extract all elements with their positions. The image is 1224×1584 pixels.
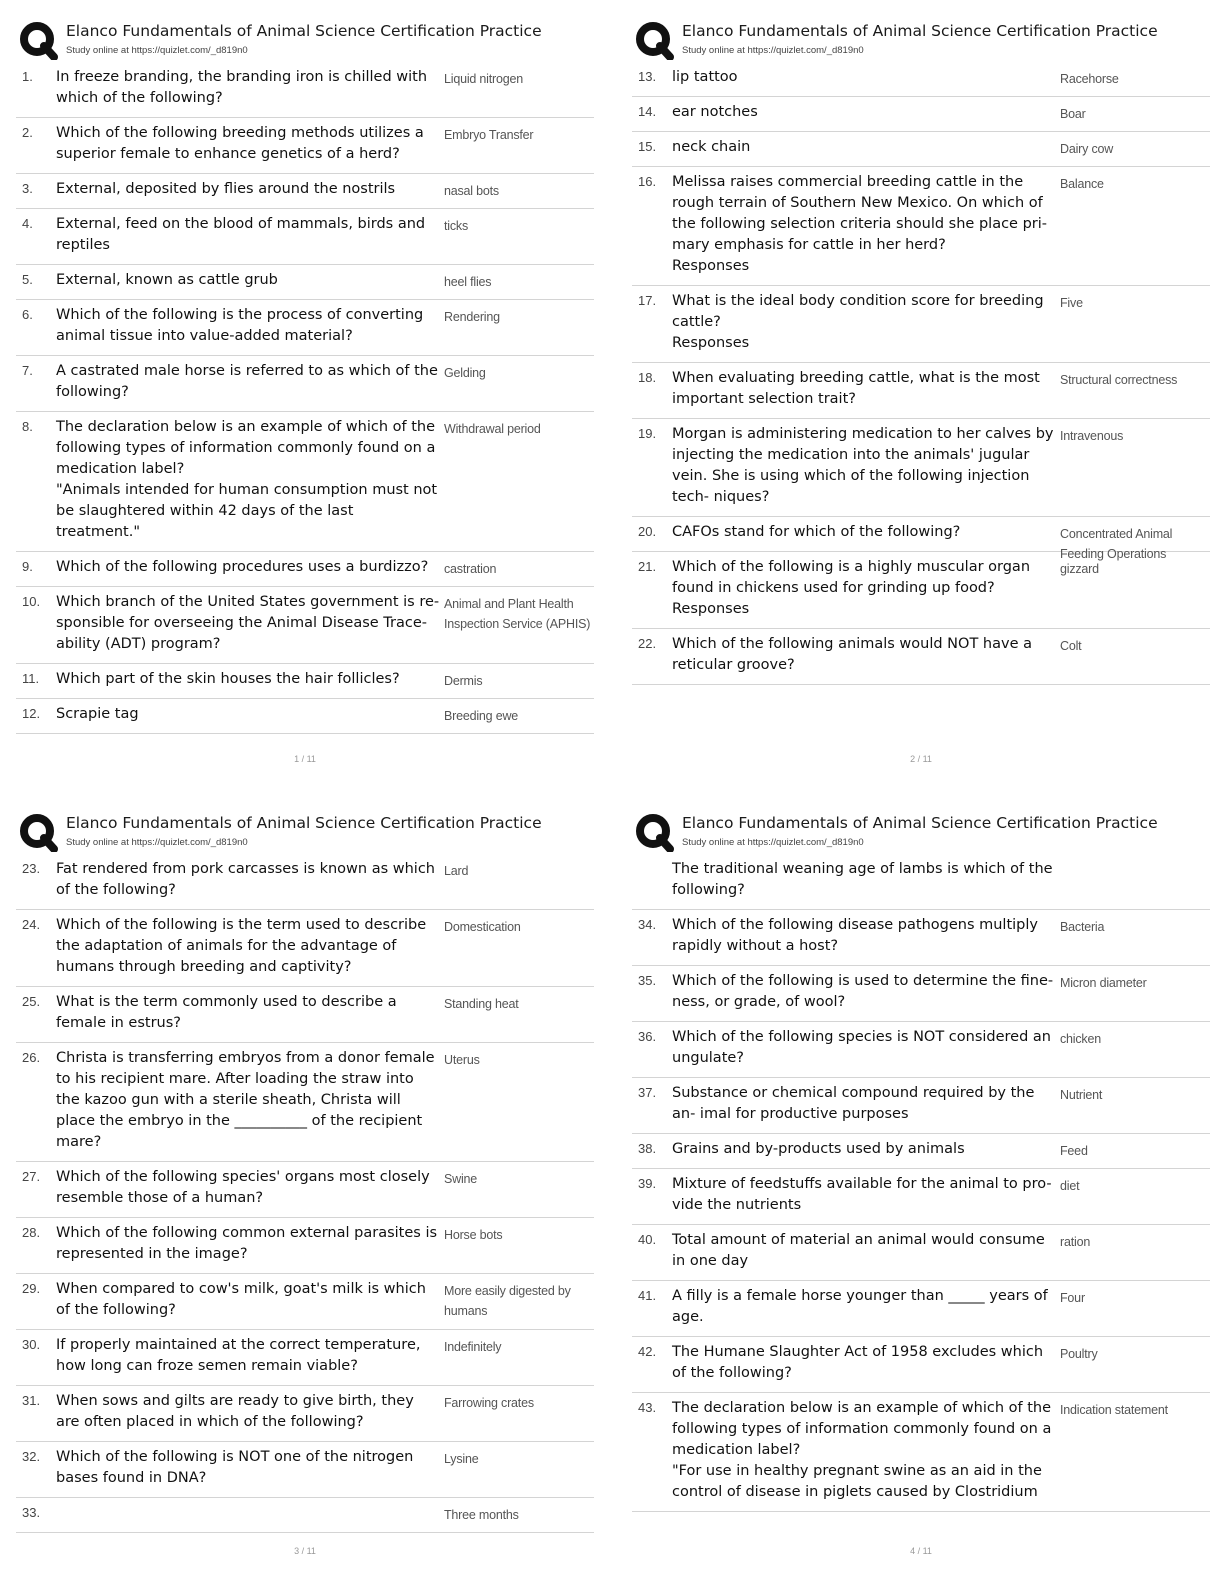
question-row [632, 552, 1210, 629]
question-line: Christa is transferring embryos from a donor female to his recipient mare. After loading the straw into the kazoo gun with a sterile sheath, Christa will place the embryo in the __________ of the recipient mare? [56, 1050, 435, 1150]
question-text [672, 557, 1057, 620]
question-row [16, 1043, 594, 1162]
question-number: 5. [22, 272, 33, 287]
page-number: 1 / 11 [294, 754, 316, 764]
question-text [56, 1447, 441, 1489]
study-link[interactable]: Study online at https://quizlet.com/_d819n0 [66, 45, 248, 56]
question-row [632, 1169, 1210, 1225]
question-row [632, 1337, 1210, 1393]
question-number: 26. [22, 1050, 41, 1065]
question-number: 38. [638, 1141, 657, 1156]
question-number: 17. [638, 293, 657, 308]
question-row [16, 854, 594, 910]
question-text [672, 522, 1057, 543]
question-row [16, 356, 594, 412]
question-row [16, 587, 594, 664]
question-row [16, 987, 594, 1043]
answer-text: ration [1060, 1235, 1091, 1249]
question-row [16, 1330, 594, 1386]
question-row [632, 132, 1210, 167]
question-list [632, 62, 1210, 685]
quizlet-logo-icon [18, 812, 58, 852]
question-line: Which of the following procedures uses a burdizzo? [56, 559, 429, 575]
question-number: 29. [22, 1281, 41, 1296]
question-line: The traditional weaning age of lambs is which of the following? [672, 861, 1053, 898]
question-extra-line: "Animals intended for human consumption must not be slaughtered within 42 days of the last treatment." [56, 482, 438, 540]
question-text [672, 1286, 1057, 1328]
question-row [632, 854, 1210, 910]
question-row [632, 286, 1210, 363]
answer-text: Animal and Plant Health Inspection Service (APHIS) [444, 597, 591, 631]
page-number: 4 / 11 [910, 1546, 932, 1556]
question-row [16, 209, 594, 265]
study-link[interactable]: Study online at https://quizlet.com/_d819n0 [682, 45, 864, 56]
question-row [16, 174, 594, 209]
question-number: 4. [22, 216, 33, 231]
question-line: External, deposited by flies around the nostrils [56, 181, 396, 197]
answer-text: Standing heat [444, 997, 519, 1011]
question-number: 40. [638, 1232, 657, 1247]
question-row [632, 1022, 1210, 1078]
question-line: Substance or chemical compound required by the an- imal for productive purposes [672, 1085, 1035, 1122]
question-row [16, 552, 594, 587]
answer-text: Boar [1060, 107, 1086, 121]
question-line: External, feed on the blood of mammals, birds and reptiles [56, 216, 426, 253]
question-number: 37. [638, 1085, 657, 1100]
question-number: 19. [638, 426, 657, 441]
answer-text: Uterus [444, 1053, 480, 1067]
question-extra-line: "For use in healthy pregnant swine as an aid in the control of disease in piglets caused by Clostridium [672, 1463, 1042, 1500]
question-line: Which of the following is NOT one of the nitrogen bases found in DNA? [56, 1449, 414, 1486]
question-line: Which of the following is the term used to describe the adaptation of animals for the advantage of humans through breeding and captivity? [56, 917, 427, 975]
question-row [632, 167, 1210, 286]
answer-text: Embryo Transfer [444, 128, 534, 142]
question-text [672, 971, 1057, 1013]
question-text [672, 1230, 1057, 1272]
study-link[interactable]: Study online at https://quizlet.com/_d819n0 [682, 837, 864, 848]
question-line: Which of the following is a highly muscular organ found in chickens used for grinding up food? [672, 559, 1031, 596]
question-text [56, 305, 441, 347]
question-line: Which branch of the United States government is re- sponsible for overseeing the Animal Disease Trace- ability (ADT) program? [56, 594, 440, 652]
question-text [56, 270, 441, 291]
question-number: 1. [22, 69, 33, 84]
question-row [16, 300, 594, 356]
question-text [56, 361, 441, 403]
question-number: 32. [22, 1449, 41, 1464]
page-header [16, 18, 594, 62]
page-4 [632, 810, 1210, 1570]
question-row [16, 62, 594, 118]
answer-text: Lysine [444, 1452, 479, 1466]
answer-text: Racehorse [1060, 72, 1119, 86]
question-line: External, known as cattle grub [56, 272, 278, 288]
answer-text: Dermis [444, 674, 483, 688]
question-text [672, 1027, 1057, 1069]
question-row [16, 1274, 594, 1330]
question-row [632, 910, 1210, 966]
document-title: Elanco Fundamentals of Animal Science Certification Practice [682, 22, 1158, 40]
page-3 [16, 810, 594, 1570]
question-line: A filly is a female horse younger than _____ years of age. [672, 1288, 1048, 1325]
answer-text: Lard [444, 864, 469, 878]
answer-text: Intravenous [1060, 429, 1124, 443]
question-number: 33. [22, 1505, 41, 1520]
question-line: Total amount of material an animal would consume in one day [672, 1232, 1045, 1269]
question-row [16, 1162, 594, 1218]
question-row [632, 629, 1210, 685]
question-number: 41. [638, 1288, 657, 1303]
question-text [672, 137, 1057, 158]
question-row [632, 517, 1210, 561]
question-row [16, 1498, 594, 1533]
question-number: 42. [638, 1344, 657, 1359]
answer-text: heel flies [444, 275, 492, 289]
question-line: Morgan is administering medication to her calves by injecting the medication into the animals' jugular vein. She is using which of the following injection tech- niques? [672, 426, 1054, 505]
question-number: 14. [638, 104, 657, 119]
question-number: 24. [22, 917, 41, 932]
answer-text: Five [1060, 296, 1083, 310]
question-text [56, 1048, 441, 1153]
question-text [56, 669, 441, 690]
answer-text: Swine [444, 1172, 478, 1186]
question-row [632, 97, 1210, 132]
question-row [16, 1218, 594, 1274]
question-number: 23. [22, 861, 41, 876]
question-line: Which of the following is used to determine the fine- ness, or grade, of wool? [672, 973, 1054, 1010]
question-number: 31. [22, 1393, 41, 1408]
question-row [16, 412, 594, 552]
question-line: When evaluating breeding cattle, what is the most important selection trait? [672, 370, 1040, 407]
page-header [632, 810, 1210, 854]
question-row [632, 419, 1210, 517]
answer-text: Colt [1060, 639, 1082, 653]
question-list [16, 854, 594, 1533]
answer-text: Horse bots [444, 1228, 503, 1242]
answer-text: Concentrated Animal Feeding Operations [1060, 527, 1173, 561]
quizlet-logo-icon [634, 20, 674, 60]
question-number: 11. [22, 671, 40, 686]
question-row [16, 1386, 594, 1442]
question-number: 13. [638, 69, 657, 84]
answer-text: Farrowing crates [444, 1396, 534, 1410]
question-number: 25. [22, 994, 41, 1009]
question-list [16, 62, 594, 734]
question-number: 27. [22, 1169, 41, 1184]
question-extra-line: Responses [672, 335, 750, 351]
question-row [16, 699, 594, 734]
answer-text: Indication statement [1060, 1403, 1168, 1417]
question-text [56, 1167, 441, 1209]
question-line: neck chain [672, 139, 751, 155]
question-text [672, 1342, 1057, 1384]
page-1 [16, 18, 594, 778]
answer-text: Structural correctness [1060, 373, 1178, 387]
question-line: Which of the following common external parasites is represented in the image? [56, 1225, 438, 1262]
question-line: ear notches [672, 104, 758, 120]
answer-text: Indefinitely [444, 1340, 502, 1354]
question-number: 8. [22, 419, 33, 434]
question-number: 7. [22, 363, 33, 378]
question-line: Which part of the skin houses the hair follicles? [56, 671, 400, 687]
answer-text: Nutrient [1060, 1088, 1103, 1102]
question-text [672, 1398, 1057, 1503]
question-number: 9. [22, 559, 33, 574]
study-link[interactable]: Study online at https://quizlet.com/_d819n0 [66, 837, 248, 848]
question-number: 10. [22, 594, 41, 609]
question-text [56, 915, 441, 978]
question-text [56, 179, 441, 200]
question-number: 34. [638, 917, 657, 932]
document-title: Elanco Fundamentals of Animal Science Certification Practice [682, 814, 1158, 832]
answer-text: Liquid nitrogen [444, 72, 524, 86]
answer-text: Three months [444, 1508, 519, 1522]
question-text [672, 102, 1057, 123]
question-text [672, 859, 1057, 901]
question-text [672, 67, 1057, 88]
answer-text: Gelding [444, 366, 486, 380]
question-text [672, 634, 1057, 676]
question-text [56, 417, 441, 543]
question-text [56, 704, 441, 725]
question-text [56, 67, 441, 109]
question-line: Fat rendered from pork carcasses is known as which of the following? [56, 861, 435, 898]
question-number: 6. [22, 307, 33, 322]
question-line: Scrapie tag [56, 706, 139, 722]
question-text [672, 424, 1057, 508]
answer-text: Rendering [444, 310, 500, 324]
answer-text: Four [1060, 1291, 1085, 1305]
question-text [672, 368, 1057, 410]
question-line: When compared to cow's milk, goat's milk is which of the following? [56, 1281, 426, 1318]
question-number: 18. [638, 370, 657, 385]
question-text [56, 992, 441, 1034]
question-line: What is the ideal body condition score for breeding cattle? [672, 293, 1044, 330]
question-line: Melissa raises commercial breeding cattle in the rough terrain of Southern New Mexico. On which of the following selection criteria should she place pri- mary emphasis for cattle in her herd? [672, 174, 1048, 253]
answer-text: Breeding ewe [444, 709, 519, 723]
question-number: 22. [638, 636, 657, 651]
question-text [56, 557, 441, 578]
answer-text: Domestication [444, 920, 521, 934]
question-line: Grains and by-products used by animals [672, 1141, 965, 1157]
question-text [672, 1083, 1057, 1125]
answer-text: castration [444, 562, 497, 576]
question-text [56, 1223, 441, 1265]
question-line: A castrated male horse is referred to as which of the following? [56, 363, 438, 400]
question-row [632, 1078, 1210, 1134]
question-number: 21. [638, 559, 657, 574]
question-row [632, 363, 1210, 419]
question-text [56, 214, 441, 256]
page-2 [632, 18, 1210, 778]
question-line: Which of the following disease pathogens multiply rapidly without a host? [672, 917, 1038, 954]
question-line: When sows and gilts are ready to give birth, they are often placed in which of the following? [56, 1393, 414, 1430]
question-row [632, 62, 1210, 97]
question-line: The declaration below is an example of which of the following types of information commonly found on a medication label? [56, 419, 436, 477]
page-header [632, 18, 1210, 62]
document-title: Elanco Fundamentals of Animal Science Certification Practice [66, 814, 542, 832]
question-line: Which of the following species' organs most closely resemble those of a human? [56, 1169, 430, 1206]
question-row [16, 910, 594, 987]
question-line: If properly maintained at the correct temperature, how long can froze semen remain viable? [56, 1337, 421, 1374]
question-line: Mixture of feedstuffs available for the animal to pro- vide the nutrients [672, 1176, 1052, 1213]
question-line: Which of the following animals would NOT have a reticular groove? [672, 636, 1032, 673]
question-row [16, 1442, 594, 1498]
question-text [672, 915, 1057, 957]
question-number: 39. [638, 1176, 657, 1191]
question-list [632, 854, 1210, 1512]
question-number: 3. [22, 181, 33, 196]
page-header [16, 810, 594, 854]
question-text [672, 1174, 1057, 1216]
question-row [632, 966, 1210, 1022]
question-line: Which of the following is the process of converting animal tissue into value-added material? [56, 307, 424, 344]
question-line: Which of the following species is NOT considered an ungulate? [672, 1029, 1051, 1066]
question-row [16, 664, 594, 699]
question-extra-line: Responses [672, 601, 750, 617]
question-row [632, 1393, 1210, 1512]
question-number: 30. [22, 1337, 41, 1352]
answer-text: nasal bots [444, 184, 499, 198]
question-number: 35. [638, 973, 657, 988]
question-text [56, 1279, 441, 1321]
answer-text: chicken [1060, 1032, 1101, 1046]
answer-text: Poultry [1060, 1347, 1098, 1361]
question-row [632, 1281, 1210, 1337]
question-line: Which of the following breeding methods utilizes a superior female to enhance genetics of a herd? [56, 125, 424, 162]
question-text [56, 592, 441, 655]
question-number: 36. [638, 1029, 657, 1044]
answer-text: Micron diameter [1060, 976, 1147, 990]
question-number: 15. [638, 139, 657, 154]
question-row [16, 118, 594, 174]
question-line: The declaration below is an example of which of the following types of information commonly found on a medication label? [672, 1400, 1052, 1458]
answer-text: Balance [1060, 177, 1104, 191]
question-line: The Humane Slaughter Act of 1958 excludes which of the following? [672, 1344, 1044, 1381]
question-text [56, 1335, 441, 1377]
question-number: 20. [638, 524, 657, 539]
question-text [56, 123, 441, 165]
question-row [16, 265, 594, 300]
quizlet-logo-icon [18, 20, 58, 60]
question-text [56, 1503, 441, 1524]
quizlet-logo-icon [634, 812, 674, 852]
question-text [672, 291, 1057, 354]
question-line: lip tattoo [672, 69, 738, 85]
question-number: 12. [22, 706, 41, 721]
answer-text: Dairy cow [1060, 142, 1114, 156]
question-line: In freeze branding, the branding iron is chilled with which of the following? [56, 69, 428, 106]
answer-text: Withdrawal period [444, 422, 541, 436]
question-number: 28. [22, 1225, 41, 1240]
answer-text: Feed [1060, 1144, 1088, 1158]
page-number: 3 / 11 [294, 1546, 316, 1556]
page-number: 2 / 11 [910, 754, 932, 764]
answer-text: diet [1060, 1179, 1080, 1193]
answer-text: More easily digested by humans [444, 1284, 571, 1318]
answer-text: Bacteria [1060, 920, 1105, 934]
question-text [672, 1139, 1057, 1160]
question-text [56, 859, 441, 901]
answer-text: gizzard [1060, 562, 1099, 576]
question-number: 43. [638, 1400, 657, 1415]
question-number: 2. [22, 125, 33, 140]
question-extra-line: Responses [672, 258, 750, 274]
question-line: What is the term commonly used to describe a female in estrus? [56, 994, 397, 1031]
question-row [632, 1134, 1210, 1169]
question-number: 16. [638, 174, 657, 189]
document-title: Elanco Fundamentals of Animal Science Certification Practice [66, 22, 542, 40]
question-text [56, 1391, 441, 1433]
question-text [672, 172, 1057, 277]
question-row [632, 1225, 1210, 1281]
question-line: CAFOs stand for which of the following? [672, 524, 961, 540]
answer-text: ticks [444, 219, 469, 233]
